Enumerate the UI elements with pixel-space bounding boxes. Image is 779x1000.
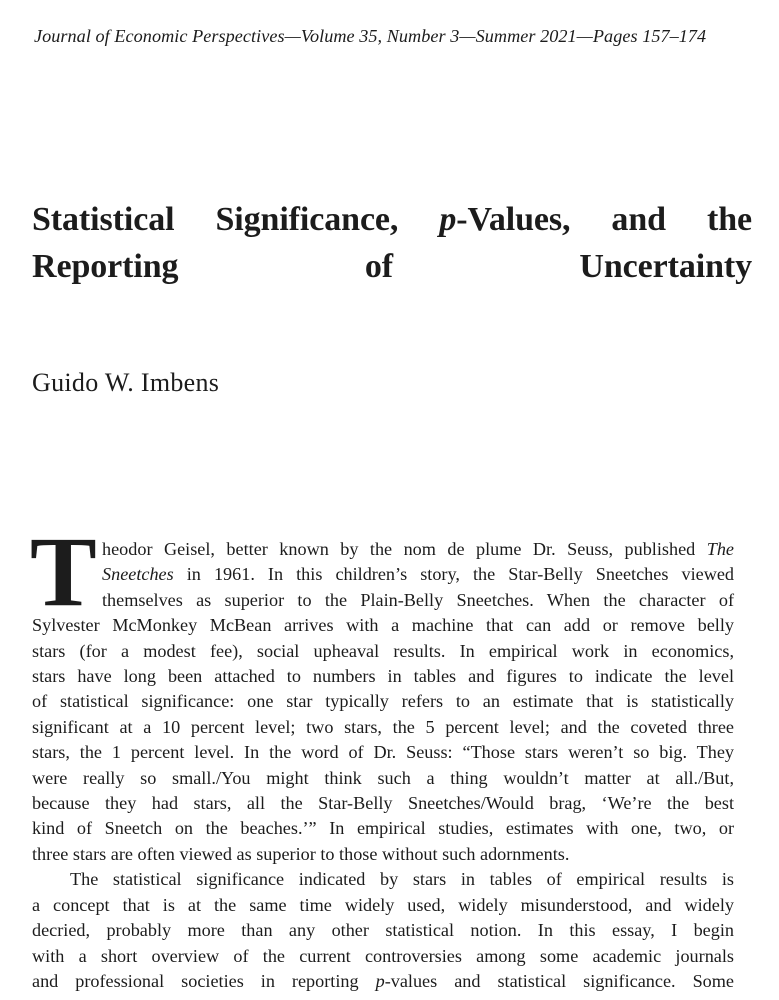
author-name: Guido W. Imbens bbox=[32, 368, 220, 397]
body-line: of statistical significance: one star typically refers to an estimate that is statistically bbox=[32, 691, 734, 712]
article-body bbox=[32, 537, 734, 994]
body-line: stars have long been attached to numbers in tables and figures to indicate the level bbox=[32, 666, 734, 687]
article-title bbox=[32, 196, 752, 290]
body-line: stars (for a modest fee), social upheaval results. In empirical work in economics, bbox=[32, 640, 734, 661]
body-line bbox=[32, 969, 734, 994]
body-line: stars, the 1 percent level. In the word of Dr. Seuss: “Those stars weren’t so big. They bbox=[32, 742, 734, 763]
body-line: three stars are often viewed as superior to those without such adornments. bbox=[32, 843, 570, 864]
body-line: Sylvester McMonkey McBean arrives with a machine that can add or remove belly bbox=[32, 615, 734, 636]
body-line: significant at a 10 percent level; two stars, the 5 percent level; and the coveted three bbox=[32, 716, 734, 737]
body-line: because they had stars, all the Star-Belly Sneetches/Would brag, ‘We’re the best bbox=[32, 793, 734, 814]
body-line: a concept that is at the same time widely used, widely misunderstood, and widely bbox=[32, 894, 734, 915]
italic-p: p bbox=[375, 970, 385, 991]
text-span: and professional societies in reporting bbox=[32, 970, 376, 991]
title-line-2: Reporting of Uncertainty bbox=[32, 248, 752, 285]
text-span: in 1961. In this children’s story, the Star-Belly Sneetches viewed bbox=[173, 564, 734, 585]
running-head: Journal of Economic Perspectives—Volume 35, Number 3—Summer 2021—Pages 157–174 bbox=[34, 26, 707, 46]
title-line-1 bbox=[32, 196, 752, 243]
body-line: themselves as superior to the Plain-Belly Sneetches. When the character of bbox=[102, 589, 734, 610]
body-line: kind of Sneetch on the beaches.’” In empirical studies, estimates with one, two, or bbox=[32, 818, 734, 839]
text-span: -values and statistical significance. Some bbox=[384, 970, 734, 991]
italic-title: Sneetches bbox=[102, 564, 174, 585]
italic-title: The bbox=[706, 539, 734, 559]
body-line: were really so small./You might think such a thing wouldn’t matter at all./But, bbox=[32, 767, 734, 788]
body-line: with a short overview of the current controversies among some academic journals bbox=[32, 945, 734, 966]
title-part: Statistical Significance, bbox=[32, 201, 440, 238]
drop-cap: T bbox=[30, 516, 97, 627]
body-line bbox=[32, 537, 734, 562]
text-span: heodor Geisel, better known by the nom de plume Dr. Seuss, published bbox=[102, 539, 707, 559]
body-line: decried, probably more than any other statistical notion. In this essay, I begin bbox=[32, 920, 734, 941]
title-part: -Values, and the bbox=[456, 201, 752, 238]
body-line: The statistical significance indicated by stars in tables of empirical results is bbox=[70, 869, 734, 890]
title-italic-p: p bbox=[439, 201, 457, 238]
body-line bbox=[32, 562, 734, 587]
